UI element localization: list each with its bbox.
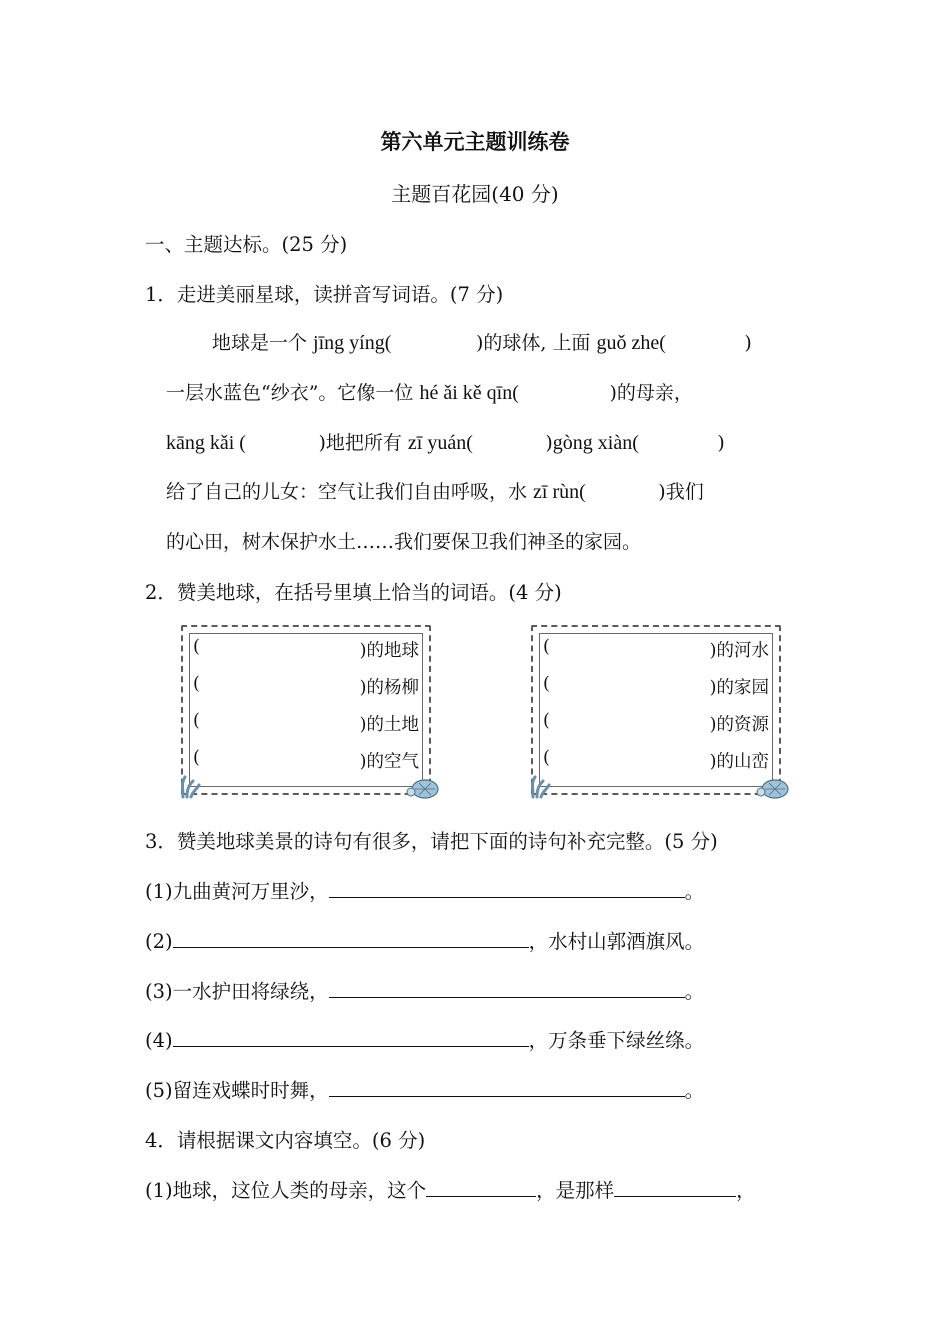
fill-blank-row[interactable]: ( )的资源 [543,711,769,735]
q3-item-4: (4) ，万条垂下绿丝绦。 [145,1025,704,1053]
fill-blank-row[interactable]: ( )的杨柳 [193,674,419,698]
coral-icon [177,767,205,799]
q4-prompt: 4．请根据课文内容填空。(6 分) [145,1129,426,1152]
q3-item-5: (5)留连戏蝶时时舞， 。 [145,1075,704,1103]
q3-prompt: 3．赞美地球美景的诗句有很多，请把下面的诗句补充完整。(5 分) [145,830,718,853]
q1-line-3: kāng kǎi ( )地把所有 zī yuán( )gòng xiàn( ) [166,432,725,454]
answer-blank[interactable] [329,977,685,998]
q1-prompt: 1．走进美丽星球，读拼音写词语。(7 分) [145,283,504,306]
q3-item-2: (2) ，水村山郭酒旗风。 [145,926,704,954]
answer-blank[interactable] [329,877,685,898]
q3-item-1: (1)九曲黄河万里沙， 。 [145,876,704,904]
answer-blank[interactable] [426,1176,536,1197]
fill-blank-row[interactable]: ( )的土地 [193,711,419,735]
fill-blank-row[interactable]: ( )的家园 [543,674,769,698]
coral-icon [527,767,555,799]
fill-blank-row[interactable]: ( )的空气 [193,748,419,772]
right-word-box [531,625,781,795]
section-heading: 一、主题达标。(25 分) [145,233,348,256]
shell-icon [755,777,791,799]
q1-line-5: 的心田，树木保护水土……我们要保卫我们神圣的家园。 [166,531,642,553]
fill-blank-row[interactable]: ( )的山峦 [543,748,769,772]
q3-item-3: (3)一水护田将绿绕， 。 [145,976,704,1004]
answer-blank[interactable] [173,927,529,948]
left-word-box [181,625,431,795]
answer-blank[interactable] [329,1076,685,1097]
q4-item-1: (1)地球，这位人类的母亲，这个 ，是那样 ， [145,1175,756,1203]
q1-line-4: 给了自己的儿女：空气让我们自由呼吸，水 zī rùn( )我们 [166,481,704,503]
shell-icon [405,777,441,799]
page-subtitle: 主题百花园(40 分) [391,182,559,206]
q1-line-2: 一层水蓝色“纱衣”。它像一位 hé ǎi kě qīn( )的母亲， [166,382,693,404]
fill-blank-row[interactable]: ( )的地球 [193,637,419,661]
q2-prompt: 2．赞美地球，在括号里填上恰当的词语。(4 分) [145,581,562,604]
q1-line-1: 地球是一个 jīng yíng( )的球体, 上面 guǒ zhe( ) [212,332,752,354]
answer-blank[interactable] [614,1176,736,1197]
page-title: 第六单元主题训练卷 [380,130,570,154]
answer-blank[interactable] [173,1026,529,1047]
fill-blank-row[interactable]: ( )的河水 [543,637,769,661]
